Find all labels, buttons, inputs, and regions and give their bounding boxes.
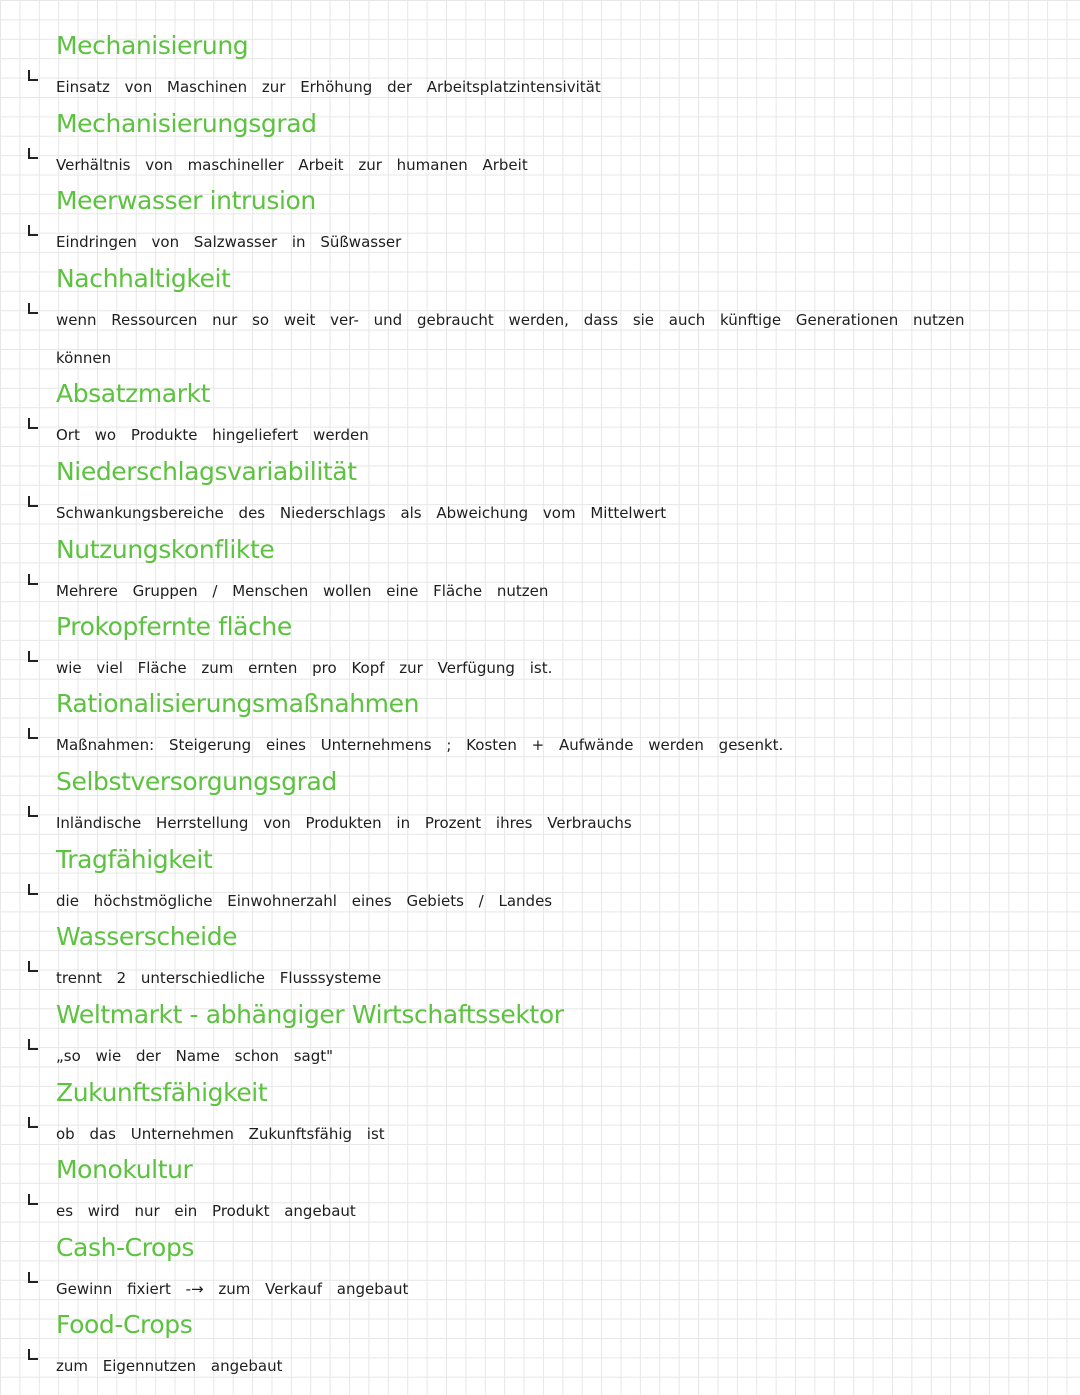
bullet-corner-icon — [28, 303, 38, 314]
glossary-definition: Mehrere Gruppen / Menschen wollen eine Fläche nutzen — [56, 582, 549, 600]
glossary-term: Absatzmarkt — [56, 379, 211, 408]
bullet-corner-icon — [28, 148, 38, 159]
bullet-corner-icon — [28, 225, 38, 236]
glossary-term: Zukunftsfähigkeit — [56, 1078, 268, 1107]
glossary-term: Monokultur — [56, 1155, 193, 1184]
glossary-definition: trennt 2 unterschiedliche Flusssysteme — [56, 969, 382, 987]
bullet-corner-icon — [28, 728, 38, 739]
bullet-corner-icon — [28, 806, 38, 817]
bullet-corner-icon — [28, 418, 38, 429]
glossary-definition: zum Eigennutzen angebaut — [56, 1357, 283, 1375]
glossary-definition: Ort wo Produkte hingeliefert werden — [56, 426, 369, 444]
bullet-corner-icon — [28, 574, 38, 585]
glossary-definition: wenn Ressourcen nur so weit ver- und gebraucht werden, dass sie auch künftige Generationen nutzen können — [56, 311, 965, 367]
bullet-corner-icon — [28, 1117, 38, 1128]
glossary-definition: Gewinn fixiert -→ zum Verkauf angebaut — [56, 1280, 409, 1298]
glossary-definition: Verhältnis von maschineller Arbeit zur humanen Arbeit — [56, 156, 528, 174]
bullet-corner-icon — [28, 651, 38, 662]
bullet-corner-icon — [28, 1194, 38, 1205]
glossary-term: Weltmarkt - abhängiger Wirtschaftssektor — [56, 1000, 564, 1029]
glossary-term: Niederschlagsvariabilität — [56, 457, 357, 486]
bullet-corner-icon — [28, 496, 38, 507]
glossary-term: Prokopfernte fläche — [56, 612, 292, 641]
glossary-term: Mechanisierung — [56, 31, 249, 60]
glossary-definition: ob das Unternehmen Zukunftsfähig ist — [56, 1125, 385, 1143]
glossary-definition: wie viel Fläche zum ernten pro Kopf zur Verfügung ist. — [56, 659, 553, 677]
glossary-term: Nutzungskonflikte — [56, 535, 275, 564]
bullet-corner-icon — [28, 1039, 38, 1050]
bullet-corner-icon — [28, 1349, 38, 1360]
glossary-term: Wasserscheide — [56, 922, 238, 951]
glossary-term: Rationalisierungsmaßnahmen — [56, 689, 420, 718]
glossary-definition: Maßnahmen: Steigerung eines Unternehmens ; Kosten + Aufwände werden gesenkt. — [56, 736, 784, 754]
glossary-definition: Eindringen von Salzwasser in Süßwasser — [56, 233, 402, 251]
glossary-term: Selbstversorgungsgrad — [56, 767, 337, 796]
bullet-corner-icon — [28, 1272, 38, 1283]
bullet-corner-icon — [28, 961, 38, 972]
glossary-definition: Schwankungsbereiche des Niederschlags als Abweichung vom Mittelwert — [56, 504, 667, 522]
glossary-definition: „so wie der Name schon sagt" — [56, 1047, 333, 1065]
glossary-term: Mechanisierungsgrad — [56, 109, 317, 138]
glossary-term: Nachhaltigkeit — [56, 264, 231, 293]
glossary-definition: Einsatz von Maschinen zur Erhöhung der Arbeitsplatzintensivität — [56, 78, 601, 96]
glossary-term: Tragfähigkeit — [56, 845, 213, 874]
glossary-definition: es wird nur ein Produkt angebaut — [56, 1202, 356, 1220]
glossary-definition: Inländische Herrstellung von Produkten in Prozent ihres Verbrauchs — [56, 814, 632, 832]
glossary-definition: die höchstmögliche Einwohnerzahl eines Gebiets / Landes — [56, 892, 553, 910]
glossary-term: Meerwasser intrusion — [56, 186, 316, 215]
glossary-term: Food-Crops — [56, 1310, 193, 1339]
bullet-corner-icon — [28, 884, 38, 895]
glossary-term: Cash-Crops — [56, 1233, 195, 1262]
bullet-corner-icon — [28, 70, 38, 81]
